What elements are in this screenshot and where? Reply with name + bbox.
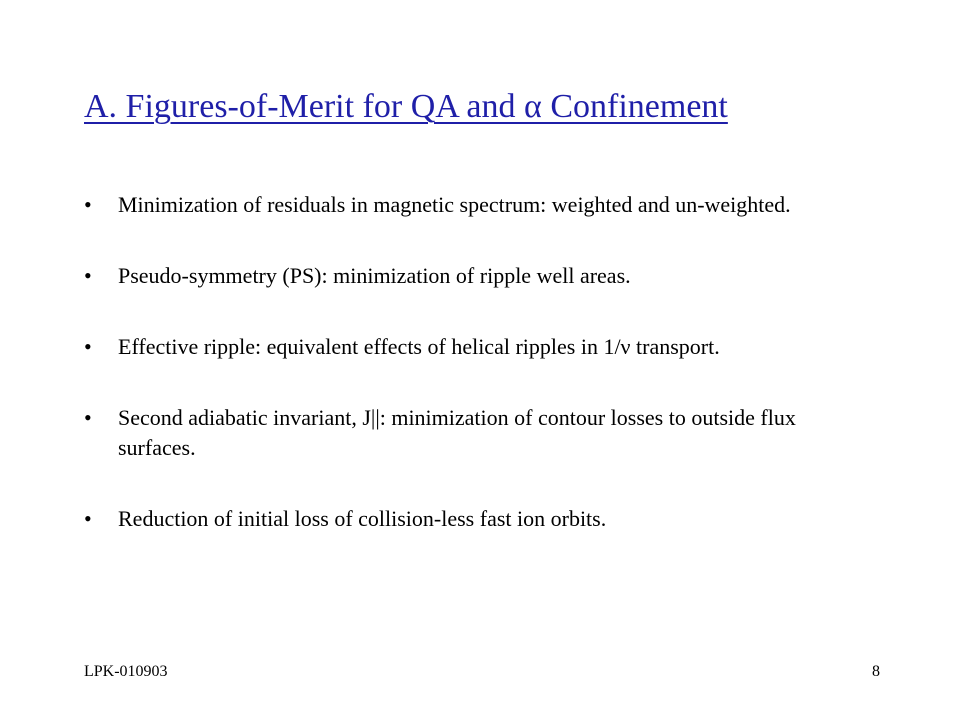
bullet-dot: • — [84, 334, 92, 359]
bullet-text: Minimization of residuals in magnetic spectrum: weighted and un-weighted. — [118, 192, 791, 217]
bullet-text: Effective ripple: equivalent effects of helical ripples in 1/ν transport. — [118, 334, 720, 359]
bullet-text: Second adiabatic invariant, J||: minimization of contour losses to outside flux surfaces. — [118, 405, 796, 460]
bullet-text: Pseudo-symmetry (PS): minimization of ripple well areas. — [118, 263, 631, 288]
bullet-item — [84, 261, 844, 291]
bullet-text: Reduction of initial loss of collision-less fast ion orbits. — [118, 506, 607, 531]
bullet-dot: • — [84, 506, 92, 531]
bullet-item — [84, 190, 844, 220]
slide-title: A. Figures-of-Merit for QA and α Confinement — [84, 88, 728, 125]
bullet-dot: • — [84, 263, 92, 288]
footer-label: LPK-010903 — [84, 663, 168, 680]
bullet-item — [84, 332, 844, 362]
bullet-item — [84, 403, 844, 463]
bullet-dot: • — [84, 405, 92, 430]
bullet-item — [84, 504, 844, 534]
page-number: 8 — [872, 663, 880, 680]
bullet-list — [84, 190, 844, 534]
bullet-dot: • — [84, 192, 92, 217]
